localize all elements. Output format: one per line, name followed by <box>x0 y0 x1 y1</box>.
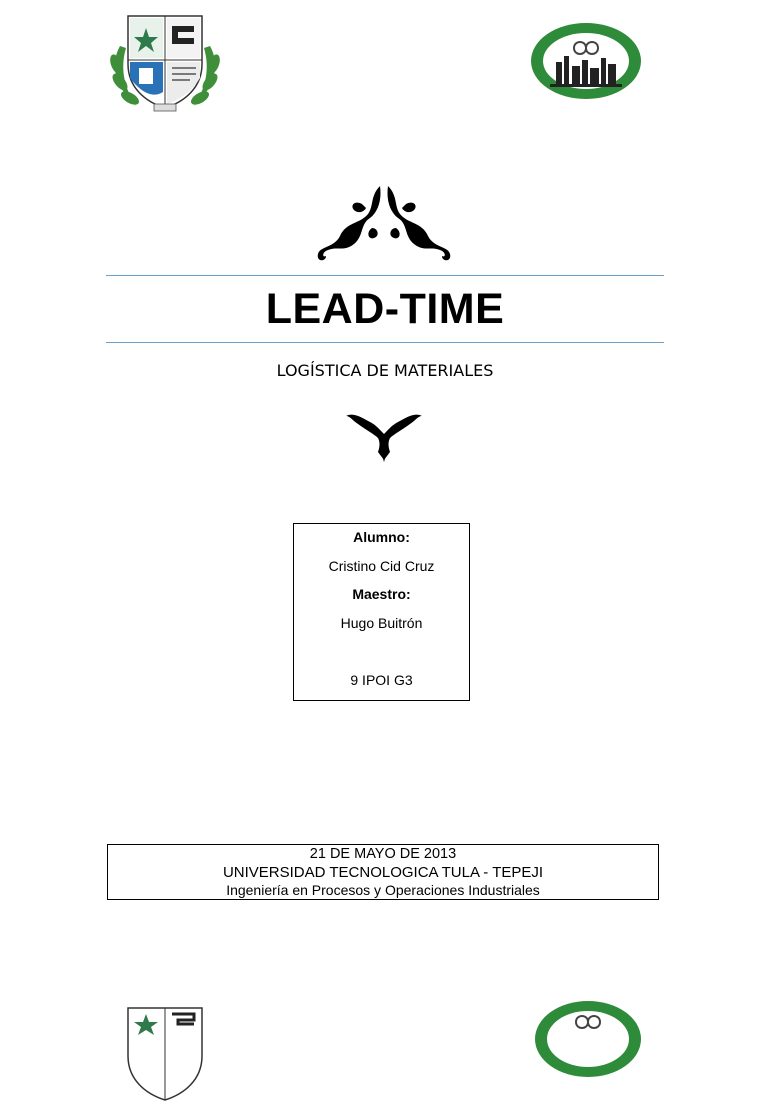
alumno-name: Cristino Cid Cruz <box>328 558 435 574</box>
footer-date: 21 DE MAYO DE 2013 <box>309 846 457 862</box>
ipoi-career-seal-logo <box>528 20 644 102</box>
group-code: 9 IPOI G3 <box>350 672 413 688</box>
footer-university: UNIVERSIDAD TECNOLOGICA TULA - TEPEJI <box>222 864 544 881</box>
title-rule-bottom <box>106 342 664 343</box>
floral-ornament-middle <box>344 408 424 464</box>
document-subtitle: LOGÍSTICA DE MATERIALES <box>276 361 494 380</box>
floral-ornament-top <box>310 182 458 264</box>
document-title: LEAD-TIME <box>265 285 505 333</box>
student-info-box <box>293 523 470 701</box>
maestro-name: Hugo Buitrón <box>340 615 423 631</box>
university-seal-logo <box>106 8 224 114</box>
maestro-label: Maestro: <box>352 586 411 602</box>
footer-program: Ingeniería en Procesos y Operaciones Industriales <box>226 882 540 898</box>
footer-info-box <box>107 844 659 900</box>
ipoi-career-seal-logo-bottom <box>532 998 644 1080</box>
alumno-label: Alumno: <box>353 529 410 545</box>
university-seal-logo-bottom <box>106 1000 224 1106</box>
title-rule-top <box>106 275 664 276</box>
